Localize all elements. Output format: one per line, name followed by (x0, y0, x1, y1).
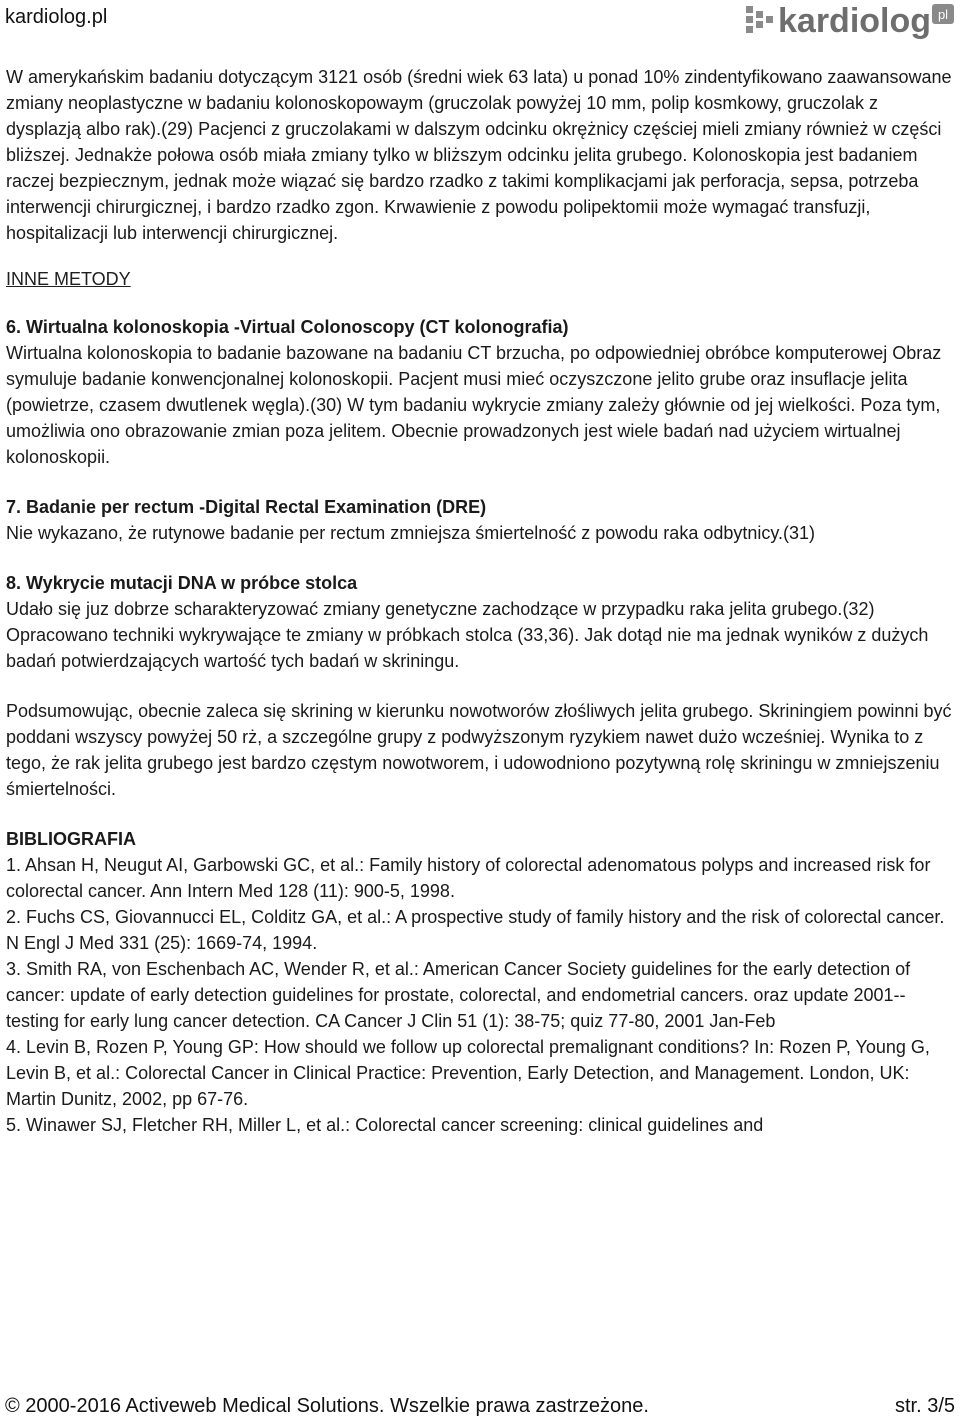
other-methods-link[interactable]: INNE METODY (6, 269, 131, 289)
article-content (6, 64, 954, 1138)
section-7-heading: 7. Badanie per rectum -Digital Rectal Examination (DRE) (6, 497, 487, 517)
section-8-paragraph: Udało się juz dobrze scharakteryzować zmiany genetyczne zachodzące w przypadku raka jelita grubego.(32) Opracowano techniki wykrywające te zmiany w próbkach stolca (33,36). Jak dotąd nie ma jednak wyników z dużych badań potwierdzających wartość tych badań w skriningu. (6, 599, 929, 671)
section-8-heading: 8. Wykrycie mutacji DNA w próbce stolca (6, 573, 358, 593)
summary-paragraph: Podsumowując, obecnie zaleca się skrining w kierunku nowotworów złośliwych jelita grubego. Skriningiem powinni być poddani wszyscy powyżej 50 rż, a szczególne grupy z podwyższonym ryzykiem nawet dużo wcześniej. Wynika to z tego, że rak jelita grubego jest bardzo częstym nowotworem, i udowodniono pozytywną rolę skriningu w zmniejszeniu śmiertelności. (6, 701, 952, 799)
bibliography-list (6, 852, 954, 1138)
logo-badge: pl (937, 7, 949, 22)
site-name: kardiolog.pl (5, 6, 108, 28)
copyright-text: © 2000-2016 Activeweb Medical Solutions. Wszelkie prawa zastrzeżone. (5, 1395, 649, 1417)
section-6-paragraph: Wirtualna kolonoskopia to badanie bazowane na badaniu CT brzucha, po odpowiedniej obróbce komputerowej Obraz symuluje badanie konwencjonalnej kolonoskopii. Pacjent musi mieć oczyszczone jelito grube oraz insuflacje jelita (powietrze, czasem dwutlenek węgla).(30) W tym badaniu wykrycie zmiany zależy głównie od jej wielkości. Poza tym, umożliwia ono obrazowanie zmian poza jelitem. Obecnie prowadzonych jest wiele badań nad użyciem wirtualnej kolonoskopii. (6, 343, 942, 467)
section-7-paragraph: Nie wykazano, że rutynowe badanie per rectum zmniejsza śmiertelność z powodu raka odbytnicy.(31) (6, 523, 816, 543)
intro-paragraph: W amerykańskim badaniu dotyczącym 3121 osób (średni wiek 63 lata) u ponad 10% zindentyfikowano zaawansowane zmiany neoplastyczne w badaniu kolonoskopowaym (gruczolak powyżej 10 mm, polip kosmkowy, gruczolak z dysplazją albo rak).(29) Pacjenci z gruczolakami w dalszym odcinku okrężnicy częściej mieli zmiany również w części bliższej. Jednakże połowa osób miała zmiany tylko w bliższym odcinku jelita grubego. Kolonoskopia jest badaniem raczej bezpiecznym, jednak może wiązać się bardzo rzadko z takimi komplikacjami jak perforacja, sepsa, potrzeba interwencji chirurgicznej, i bardzo rzadko zgon. Krwawienie z powodu polipektomii może wymagać transfuzji, hospitalizacji lub interwencji chirurgicznej. (6, 67, 952, 243)
kardiolog-logo (742, 0, 958, 44)
page-number: str. 3/5 (894, 1395, 955, 1417)
bibliography-item: 2. Fuchs CS, Giovannucci EL, Colditz GA, et al.: A prospective study of family history and the risk of colorectal cancer. N Engl J Med 331 (25): 1669-74, 1994. (6, 907, 945, 953)
bibliography-item: 5. Winawer SJ, Fletcher RH, Miller L, et al.: Colorectal cancer screening: clinical guidelines and (6, 1115, 764, 1135)
bibliography-item: 3. Smith RA, von Eschenbach AC, Wender R, et al.: American Cancer Society guidelines for the early detection of cancer: update of early detection guidelines for prostate, colorectal, and endometrial cancers. oraz update 2001--testing for early lung cancer detection. CA Cancer J Clin 51 (1): 38-75; quiz 77-80, 2001 Jan-Feb (6, 959, 911, 1031)
section-6-heading: 6. Wirtualna kolonoskopia -Virtual Colonoscopy (CT kolonografia) (6, 317, 569, 337)
bibliography-heading: BIBLIOGRAFIA (6, 829, 136, 849)
logo-text: kardiolog (778, 2, 932, 40)
bibliography-item: 1. Ahsan H, Neugut AI, Garbowski GC, et al.: Family history of colorectal adenomatous polyps and increased risk for colorectal cancer. Ann Intern Med 128 (11): 900-5, 1998. (6, 855, 931, 901)
bibliography-item: 4. Levin B, Rozen P, Young GP: How should we follow up colorectal premalignant conditions? In: Rozen P, Young G, Levin B, et al.: Colorectal Cancer in Clinical Practice: Prevention, Early Detection, and Management. London, UK: Martin Dunitz, 2002, pp 67-76. (6, 1037, 930, 1109)
